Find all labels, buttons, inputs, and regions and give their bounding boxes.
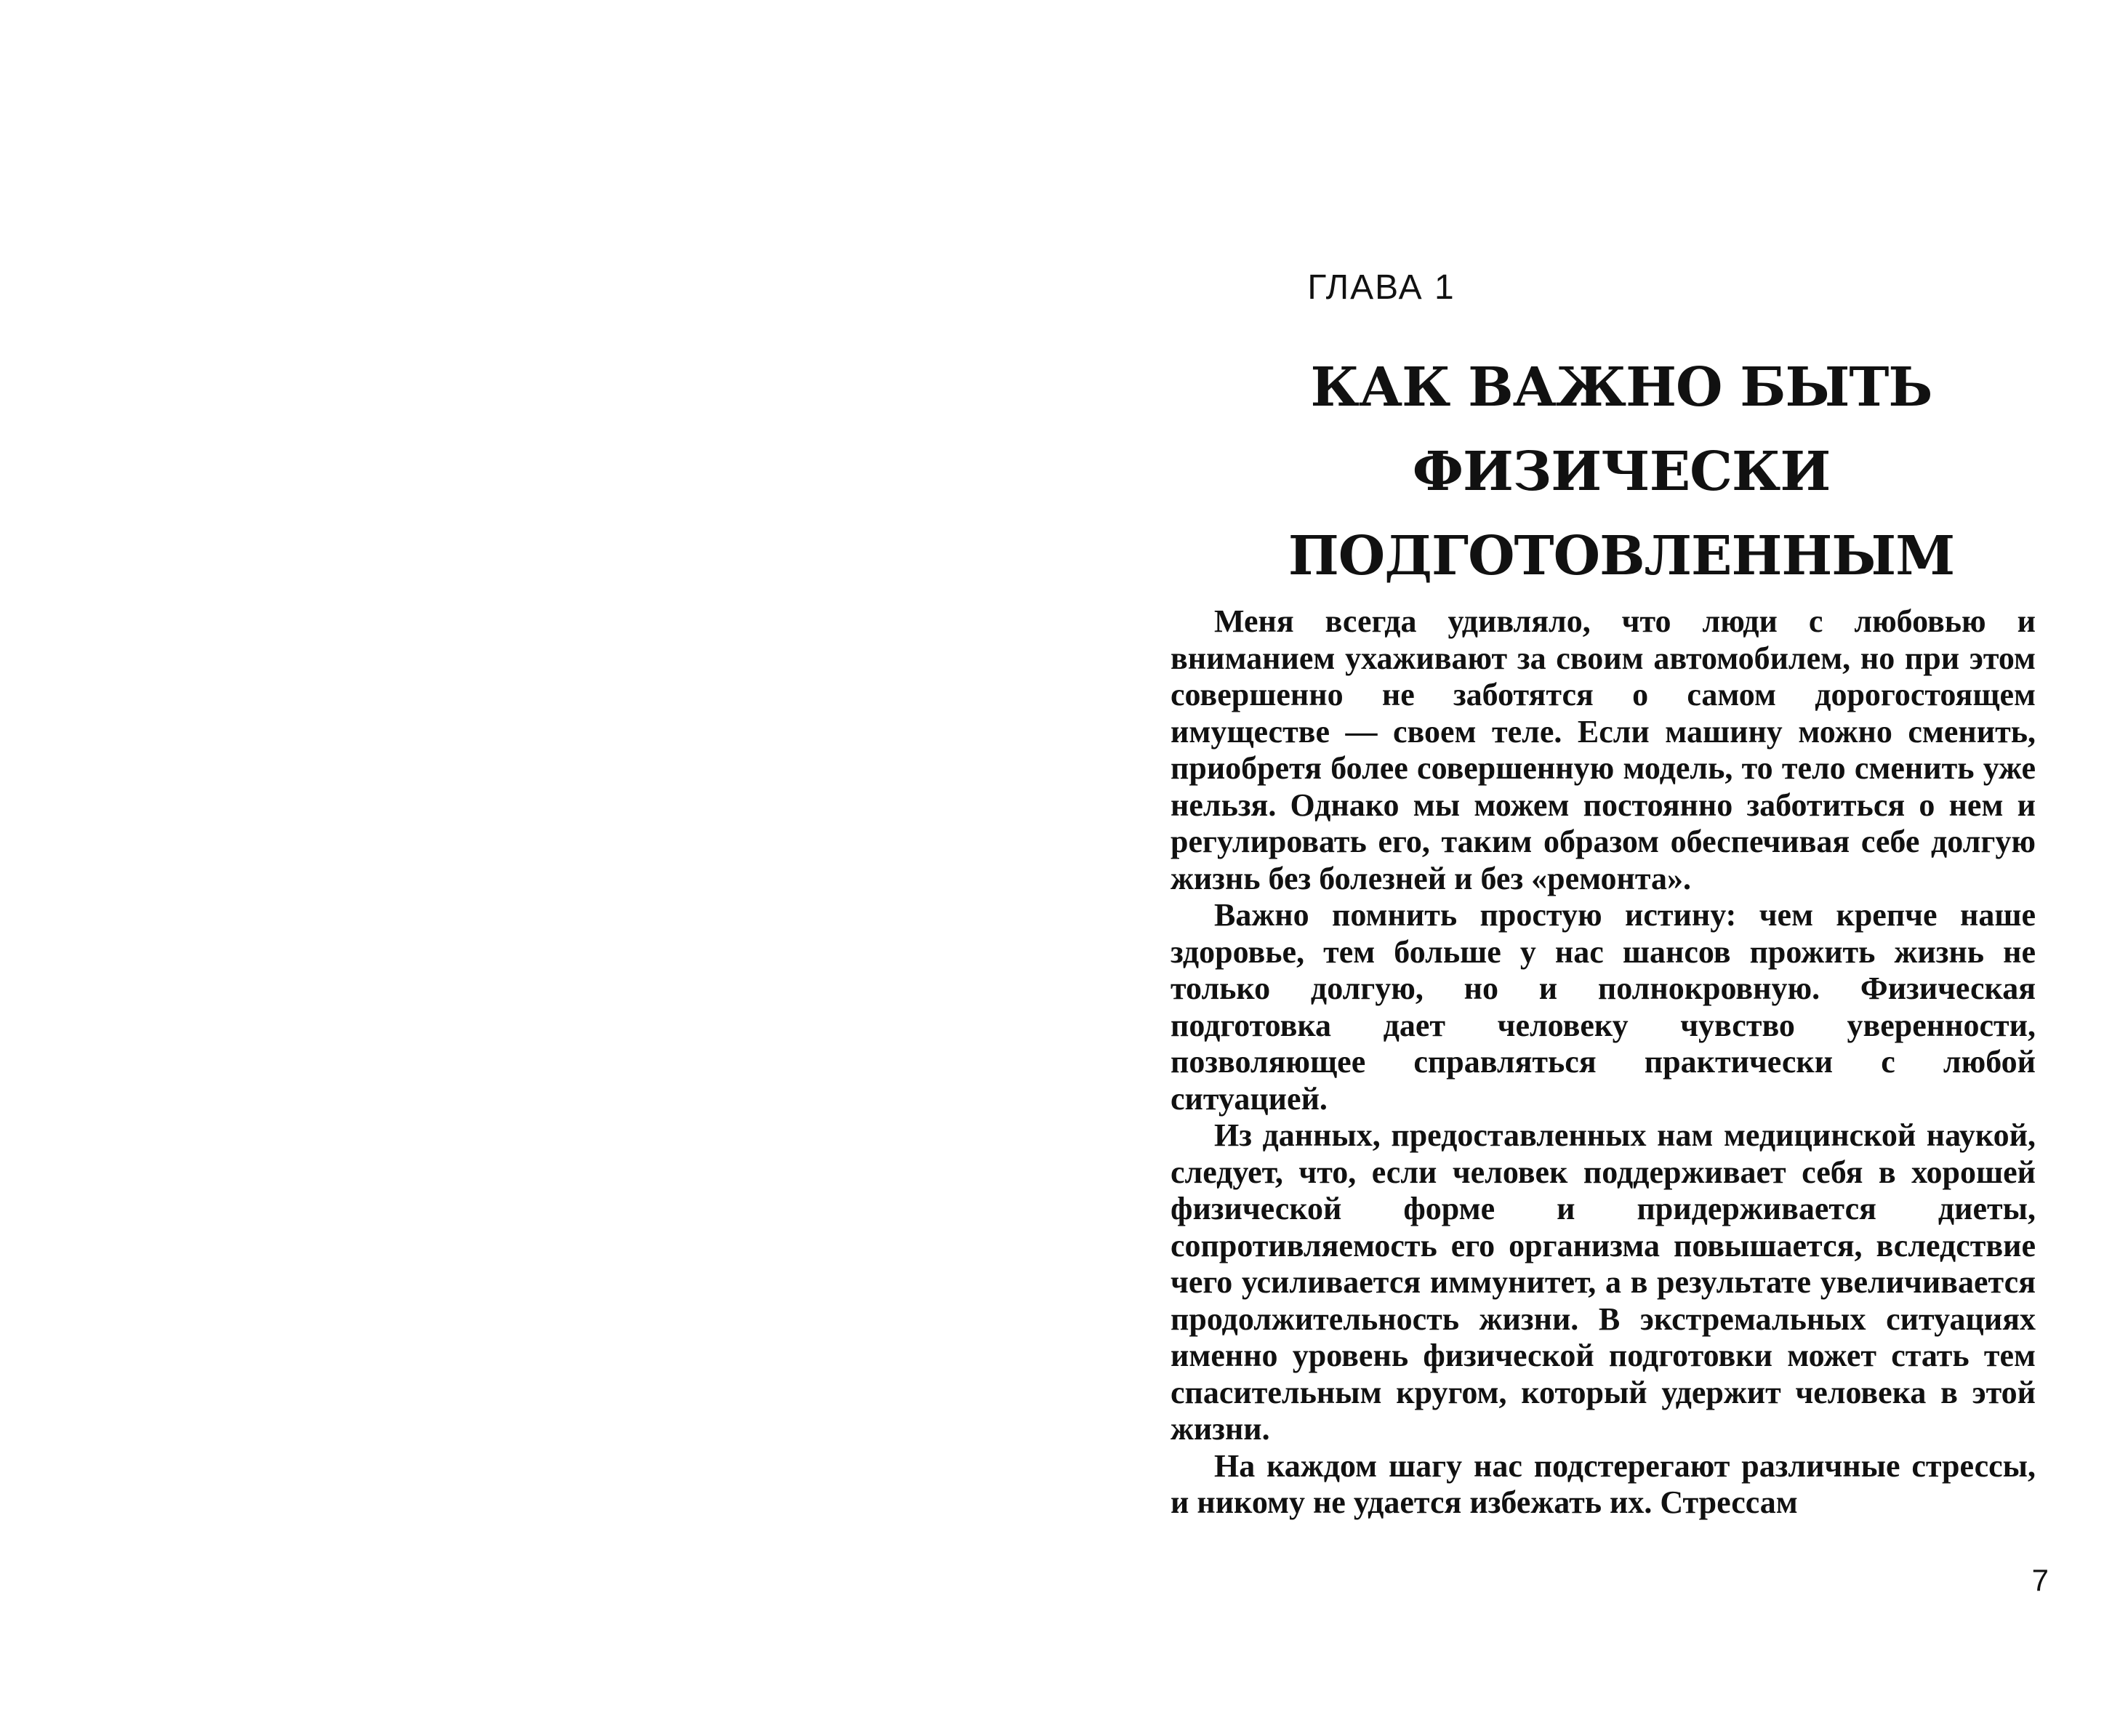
chapter-title-line: ФИЗИЧЕСКИ (1412, 441, 1831, 503)
chapter-title-line: КАК ВАЖНО БЫТЬ (1310, 356, 1932, 419)
chapter-title (1171, 345, 2072, 598)
chapter-label: ГЛАВА 1 (1307, 268, 1456, 307)
paragraph: Из данных, предоставленных нам медицинской наукой, следует, что, если человек поддерживает себя в хорошей физической форме и придерживается диеты, сопротивляемость его организма повышается, вследствие чего усиливается иммунитет, а в результате увеличивается продолжительность жизни. В экстремальных ситуациях именно уровень физической подготовки может стать тем спасительным кругом, который удержит человека в этой жизни. (1171, 1117, 2036, 1447)
chapter-body (1171, 603, 2036, 1522)
paragraph: Важно помнить простую истину: чем крепче наше здоровье, тем больше у нас шансов прожить жизнь не только долгую, но и полнокровную. Физическая подготовка дает человеку чувство уверенности, позволяющее справляться практически с любой ситуацией. (1171, 897, 2036, 1117)
chapter-title-line: ПОДГОТОВЛЕННЫМ (1288, 525, 1955, 587)
paragraph: Меня всегда удивляло, что люди с любовью и вниманием ухаживают за своим автомобилем, но при этом совершенно не заботятся о самом дорогостоящем имуществе — своем теле. Если машину можно сменить, приобретя более совершенную модель, то тело сменить уже нельзя. Однако мы можем постоянно заботиться о нем и регулировать его, таким образом обеспечивая себе долгую жизнь без болезней и без «ремонта». (1171, 603, 2036, 896)
page-number: 7 (2031, 1563, 2049, 1597)
paragraph: На каждом шагу нас подстерегают различные стрессы, и никому не удается избежать их. Стрессам (1171, 1447, 2036, 1520)
